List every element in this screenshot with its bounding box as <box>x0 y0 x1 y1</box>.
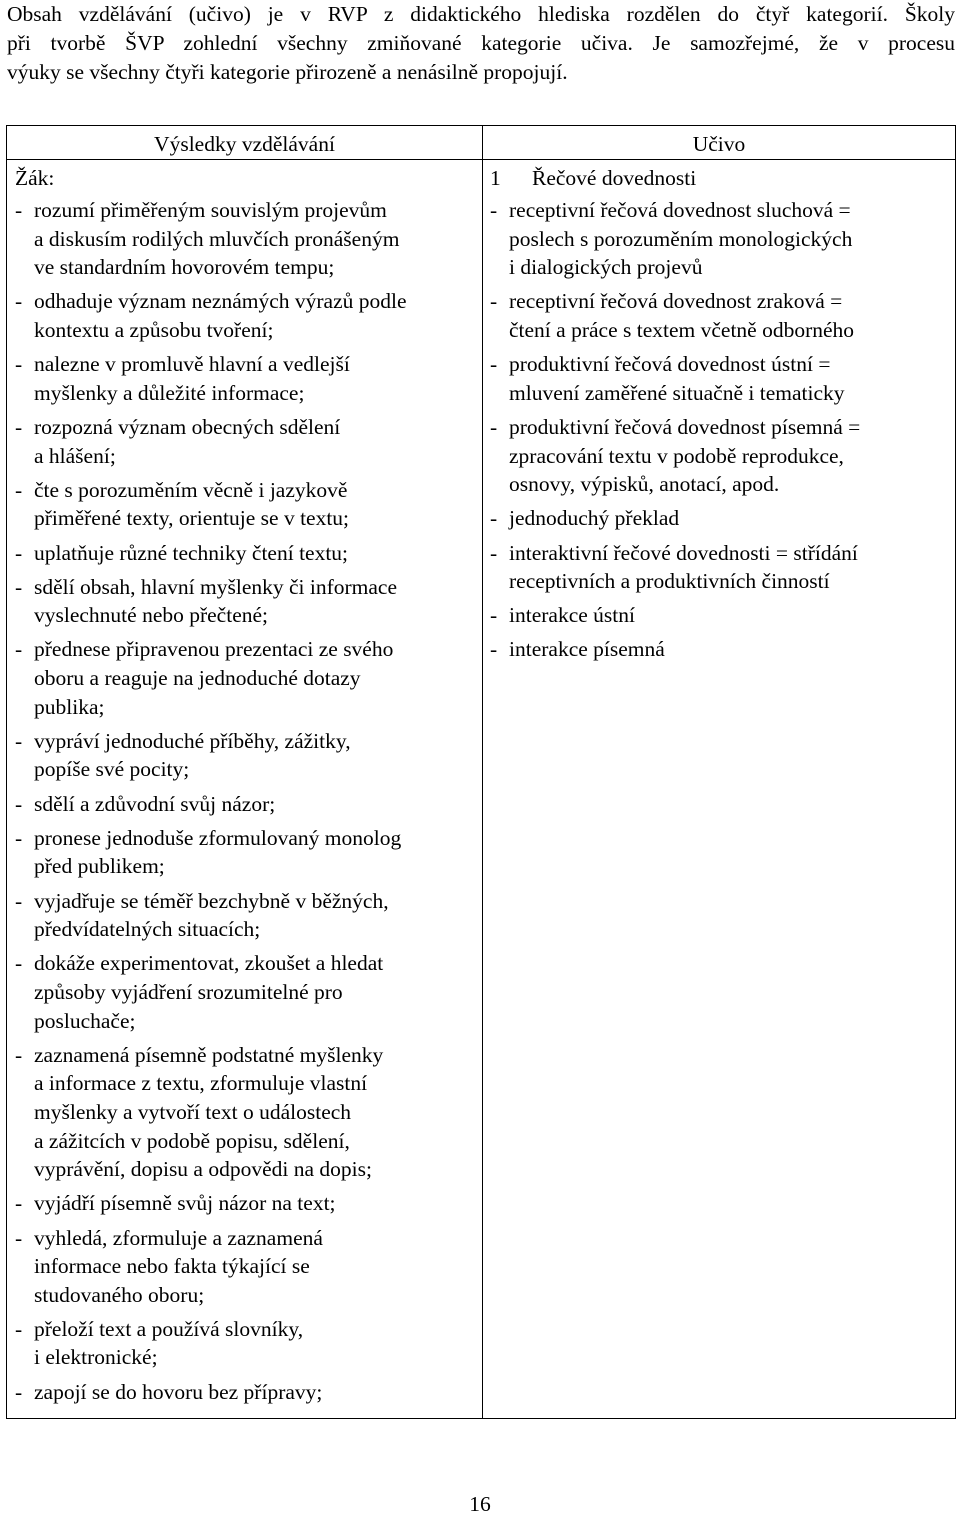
bullet-dash: - <box>490 637 498 662</box>
bullet-dash: - <box>15 198 23 222</box>
outcome-item-line: posluchače; <box>34 1008 136 1033</box>
intro-line: výuky se všechny čtyři kategorie přirozeně a nenásilně propojují. <box>7 60 568 84</box>
content-header: Učivo <box>692 132 746 156</box>
outcome-item <box>15 727 477 784</box>
content-item-line: jednoduchý překlad <box>509 506 680 531</box>
section-heading <box>490 162 950 196</box>
content-item-line: poslech s porozuměním monologických <box>509 226 853 251</box>
bullet-dash: - <box>15 951 23 976</box>
outcome-item-line: odhaduje význam neznámých výrazů podle <box>34 289 407 314</box>
content-item <box>490 287 950 344</box>
outcome-item-line: i elektronické; <box>34 1345 158 1370</box>
outcomes-column <box>15 162 477 1412</box>
outcome-item-line: dokáže experimentovat, zkoušet a hledat <box>34 951 384 976</box>
outcome-item <box>15 196 477 282</box>
outcome-item-line: přednese připravenou prezentaci ze svého <box>34 637 394 662</box>
bullet-dash: - <box>15 1379 23 1404</box>
outcome-item <box>15 824 477 881</box>
outcome-item <box>15 573 477 630</box>
outcome-item <box>15 1189 477 1218</box>
outcome-item-line: způsoby vyjádření srozumitelné pro <box>34 979 343 1004</box>
intro-paragraph <box>7 0 955 87</box>
content-item <box>490 350 950 407</box>
outcome-item-line: zaznamená písemně podstatné myšlenky <box>34 1042 384 1067</box>
outcome-item <box>15 476 477 533</box>
outcome-item <box>15 1315 477 1372</box>
bullet-dash: - <box>15 289 23 314</box>
outcome-item <box>15 1041 477 1184</box>
bullet-dash: - <box>15 1316 23 1341</box>
bullet-dash: - <box>490 289 498 314</box>
bullet-dash: - <box>15 1225 23 1250</box>
outcome-item-line: oboru a reaguje na jednoduché dotazy <box>34 666 361 691</box>
content-item <box>490 635 950 664</box>
bullet-dash: - <box>490 198 498 222</box>
outcome-item-line: rozpozná význam obecných sdělení <box>34 414 341 439</box>
outcome-item-line: sdělí a zdůvodní svůj názor; <box>34 791 276 816</box>
outcome-item-line: a informace z textu, zformuluje vlastní <box>34 1071 368 1096</box>
outcome-item-line: rozumí přiměřeným souvislým projevům <box>34 198 387 222</box>
bullet-dash: - <box>490 414 498 439</box>
outcome-item-line: a diskusím rodilých mluvčích pronášeným <box>34 226 400 251</box>
bullet-dash: - <box>15 791 23 816</box>
content-item-line: osnovy, výpisků, anotací, apod. <box>509 472 780 497</box>
outcome-item-line: čte s porozuměním věcně i jazykově <box>34 477 348 502</box>
bullet-dash: - <box>490 540 498 565</box>
outcome-item-line: předvídatelných situacích; <box>34 917 261 942</box>
outcome-item-line: ve standardním hovorovém tempu; <box>34 255 335 280</box>
outcome-item-line: přeloží text a používá slovníky, <box>34 1316 304 1341</box>
content-item <box>490 504 950 533</box>
bullet-dash: - <box>15 825 23 850</box>
outcome-item-line: informace nebo fakta týkající se <box>34 1254 310 1279</box>
outcomes-header: Výsledky vzdělávání <box>154 132 335 156</box>
content-item-line: zpracování textu v podobě reprodukce, <box>509 443 844 468</box>
bullet-dash: - <box>15 728 23 753</box>
column-divider <box>482 126 483 1418</box>
outcome-item-line: a hlášení; <box>34 443 116 468</box>
outcome-item-line: vyjadřuje se téměř bezchybně v běžných, <box>34 888 389 913</box>
outcome-item-line: vyprávění, dopisu a odpovědi na dopis; <box>34 1157 372 1182</box>
outcome-item <box>15 635 477 721</box>
curriculum-table <box>6 125 956 1419</box>
bullet-dash: - <box>15 1191 23 1216</box>
content-item <box>490 539 950 596</box>
bullet-dash: - <box>15 540 23 565</box>
content-list <box>490 196 950 664</box>
outcomes-list <box>15 196 477 1406</box>
content-item-line: interaktivní řečové dovednosti = střídání <box>509 540 858 565</box>
outcome-item-line: popíše své pocity; <box>34 757 190 782</box>
outcome-item-line: vypráví jednoduché příběhy, zážitky, <box>34 728 351 753</box>
outcome-item-line: vyhledá, zformuluje a zaznamená <box>34 1225 323 1250</box>
intro-line: při tvorbě ŠVP zohlední všechny zmiňované kategorie učiva. Je samozřejmé, že v procesu <box>7 31 955 55</box>
outcome-item-line: vyslechnuté nebo přečtené; <box>34 603 269 628</box>
outcome-item-line: studovaného oboru; <box>34 1282 205 1307</box>
bullet-dash: - <box>15 352 23 377</box>
content-item-line: produktivní řečová dovednost ústní = <box>509 352 831 377</box>
bullet-dash: - <box>15 477 23 502</box>
outcome-item-line: uplatňuje různé techniky čtení textu; <box>34 540 349 565</box>
outcome-item-line: publika; <box>34 694 105 719</box>
content-item-line: čtení a práce s textem včetně odborného <box>509 317 855 342</box>
bullet-dash: - <box>490 506 498 531</box>
outcome-item-line: před publikem; <box>34 854 165 879</box>
outcome-item <box>15 413 477 470</box>
outcome-item-line: myšlenky a vytvoří text o událostech <box>34 1099 352 1124</box>
header-divider <box>7 159 955 160</box>
outcome-item-line: myšlenky a důležité informace; <box>34 380 305 405</box>
outcome-item <box>15 949 477 1035</box>
bullet-dash: - <box>15 637 23 662</box>
outcome-item <box>15 350 477 407</box>
section-title: Řečové dovednosti <box>532 166 697 190</box>
content-item-line: receptivní řečová dovednost sluchová = <box>509 198 851 222</box>
outcome-item-line: pronese jednoduše zformulovaný monolog <box>34 825 402 850</box>
content-item <box>490 196 950 282</box>
outcome-item <box>15 539 477 568</box>
content-item-line: receptivních a produktivních činností <box>509 569 830 594</box>
outcome-item-line: a zážitcích v podobě popisu, sdělení, <box>34 1128 350 1153</box>
content-item-line: interakce písemná <box>509 637 665 662</box>
outcome-item-line: zapojí se do hovoru bez přípravy; <box>34 1379 323 1404</box>
student-label: Žák: <box>15 166 55 190</box>
bullet-dash: - <box>15 1042 23 1067</box>
content-item-line: mluvení zaměřené situačně i tematicky <box>509 380 845 405</box>
outcome-item-line: nalezne v promluvě hlavní a vedlejší <box>34 352 350 377</box>
outcome-item-line: kontextu a způsobu tvoření; <box>34 317 274 342</box>
outcome-item <box>15 790 477 819</box>
section-number: 1 <box>490 166 501 190</box>
outcome-item-line: vyjádří písemně svůj názor na text; <box>34 1191 336 1216</box>
outcome-item <box>15 1224 477 1310</box>
intro-line: Obsah vzdělávání (učivo) je v RVP z didaktického hlediska rozdělen do čtyř kategorií. Školy <box>7 2 955 26</box>
bullet-dash: - <box>15 574 23 599</box>
content-item-line: interakce ústní <box>509 603 635 628</box>
content-item <box>490 601 950 630</box>
content-column <box>490 162 950 670</box>
content-item <box>490 413 950 499</box>
bullet-dash: - <box>490 603 498 628</box>
page-number: 16 <box>469 1492 491 1516</box>
outcome-item-line: sdělí obsah, hlavní myšlenky či informace <box>34 574 398 599</box>
bullet-dash: - <box>15 888 23 913</box>
outcome-item-line: přiměřené texty, orientuje se v textu; <box>34 506 350 531</box>
bullet-dash: - <box>490 352 498 377</box>
content-item-line: receptivní řečová dovednost zraková = <box>509 289 843 314</box>
outcome-item <box>15 287 477 344</box>
bullet-dash: - <box>15 414 23 439</box>
outcome-item <box>15 887 477 944</box>
outcome-item <box>15 1378 477 1407</box>
content-item-line: i dialogických projevů <box>509 255 703 280</box>
content-item-line: produktivní řečová dovednost písemná = <box>509 414 861 439</box>
